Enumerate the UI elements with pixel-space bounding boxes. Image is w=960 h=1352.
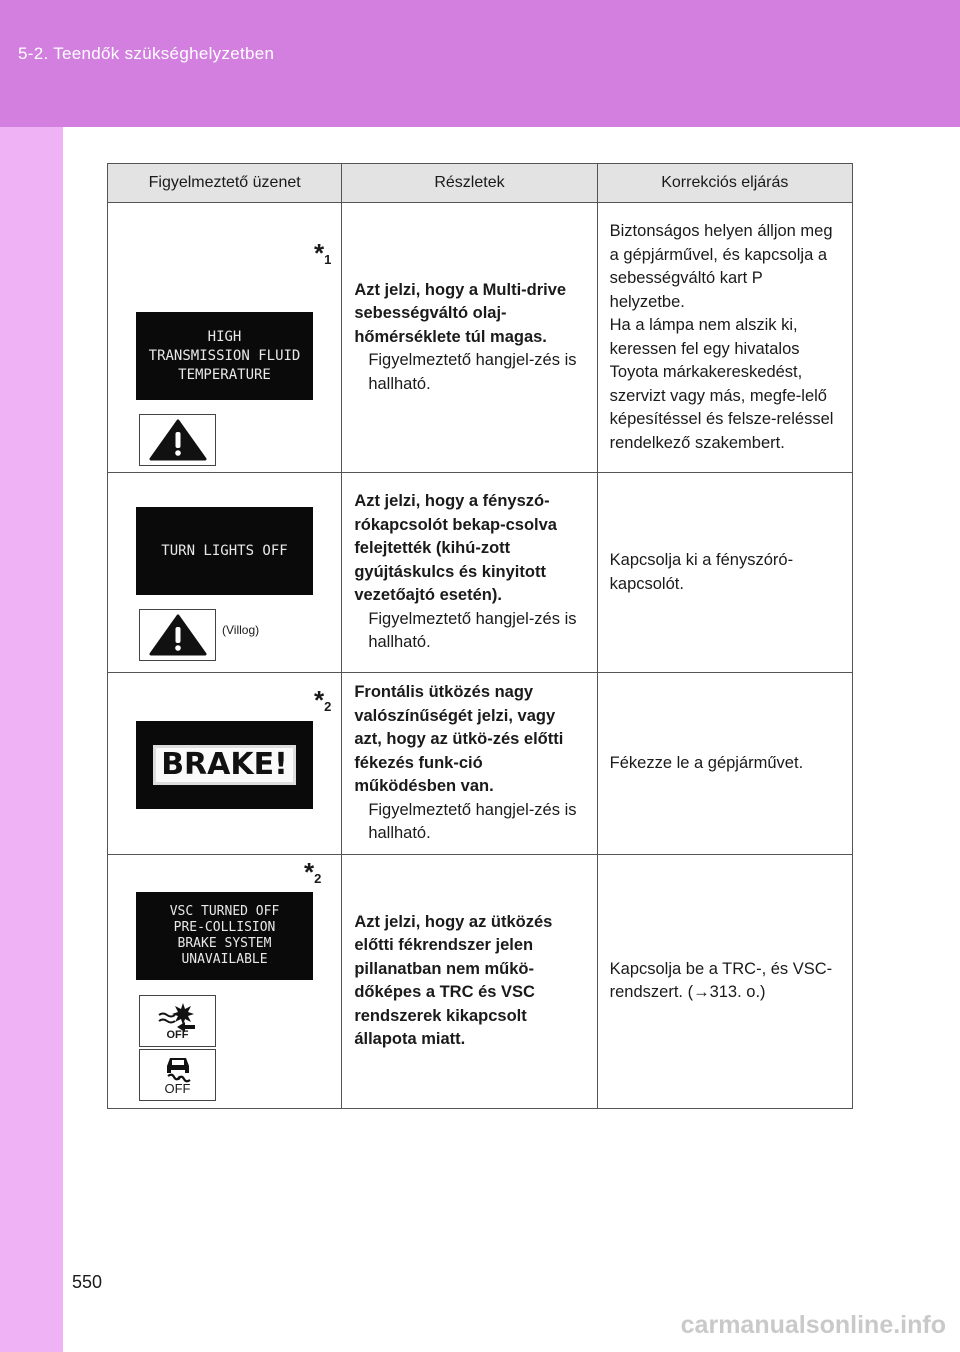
display-screen [136,507,313,595]
warning-messages-table [107,163,853,1109]
screen-line: HIGH [207,328,242,345]
pre-collision-off-icon [139,995,216,1047]
action-cell [597,203,852,473]
off-label: OFF [164,1081,191,1096]
detail-note: Figyelmeztető hangjel-zés is hallható. [368,351,577,393]
warning-triangle-icon [139,609,216,661]
table-header-row [108,164,853,203]
detail-bold: Frontális ütközés nagy valószínűségét jelzi, vagy azt, hogy az ütkö-zés előtti fékezés funk-ció működésben van. [354,683,564,795]
detail-note: Figyelmeztető hangjel-zés is hallható. [368,800,577,842]
action-text: Kapcsolja ki a fényszóró-kapcsolót. [609,551,794,593]
screen-line: TURN LIGHTS OFF [161,542,288,559]
table-row [108,203,853,473]
display-screen [136,312,313,400]
action-text: Biztonságos helyen álljon meg a gépjárművel, és kapcsolja a sebességváltó kart P helyzetbe. Ha a lámpa nem alszik ki, keressen fel egy hivatalos Toyota márkakereskedést, szervizt vagy más, megfe-lelő képesítéssel és felsze-reléssel rendelkező szakembert. [609,222,834,452]
column-header: Figyelmeztető üzenet [108,164,342,203]
page-number: 550 [72,1272,103,1292]
detail-bold: Azt jelzi, hogy a fényszó-rókapcsolót bekap-csolva felejtették (kihú-zott gyújtáskulcs és kinyitott vezetőajtó esetén). [354,492,557,605]
screen-line: UNAVAILABLE [181,951,268,967]
warning-message-cell [108,673,342,855]
action-text: Fékezze le a gépjárművet. [609,753,804,772]
action-cell [597,473,852,673]
icon-note: (Villog) [222,623,260,637]
details-cell [342,673,597,855]
footnote-marker: $*_1$ [313,238,332,268]
screen-line: PRE-COLLISION [173,919,276,935]
details-cell [342,854,597,1108]
details-cell [342,473,597,673]
screen-line: TRANSMISSION FLUID [148,347,301,364]
column-header: Részletek [342,164,597,203]
table-row [108,673,853,855]
action-text: Kapcsolja be a TRC-, és VSC-rendszert. (→313. o.) [609,959,833,1001]
warning-message-cell [108,854,342,1108]
side-band [0,127,63,1352]
section-title: 5-2. Teendők szükséghelyzetben [18,44,275,63]
table-row [108,473,853,673]
off-label: OFF [166,1028,189,1041]
footnote-marker: $*_2$ [313,685,332,715]
display-screen [136,721,313,809]
footnote-marker: $*_2$ [303,856,322,887]
brake-screen-text: BRAKE! [153,745,296,785]
detail-bold: Azt jelzi, hogy a Multi-drive sebességváltó olaj-hőmérséklete túl magas. [354,280,567,346]
screen-line: TEMPERATURE [178,366,271,383]
screen-line: BRAKE SYSTEM [177,935,272,951]
detail-note: Figyelmeztető hangjel-zés is hallható. [368,609,577,652]
warning-triangle-icon [139,414,216,466]
detail-bold: Azt jelzi, hogy az ütközés előtti fékrendszer jelen pillanatban nem műkö-dőképes a TRC és VSC rendszerek kikapcsolt állapota miatt. [354,912,553,1048]
warning-message-cell [108,203,342,473]
action-cell [597,854,852,1108]
watermark: carmanualsonline.info [680,1311,946,1339]
column-header: Korrekciós eljárás [597,164,852,203]
table-row [108,854,853,1108]
details-cell [342,203,597,473]
display-screen [136,892,313,980]
warning-message-cell [108,473,342,673]
action-cell [597,673,852,855]
vsc-off-icon [139,1049,216,1101]
screen-line: VSC TURNED OFF [169,903,280,919]
